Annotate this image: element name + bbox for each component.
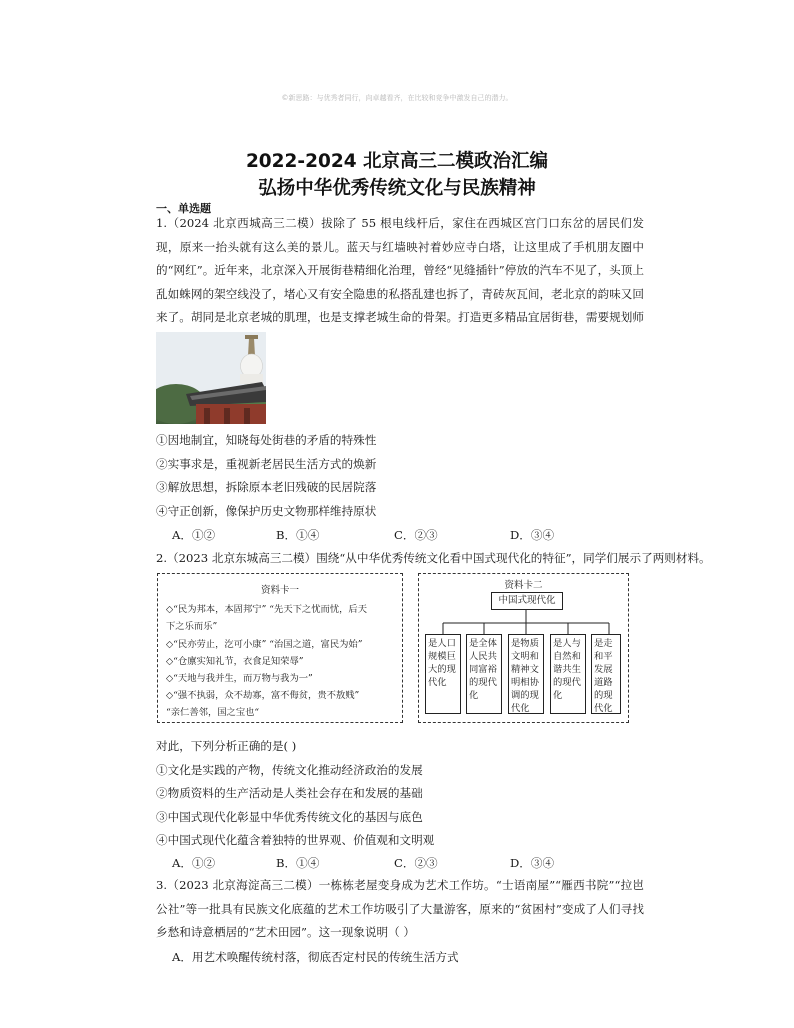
material-card-1-line: ◇“民为邦本，本固邦宁” “先天下之忧而忧，后天 (166, 604, 368, 615)
material-card-1-line: ◇“仓廪实知礼节，衣食足知荣辱” (166, 656, 304, 667)
question-1-choice-c[interactable]: C．②③ (394, 528, 438, 542)
document-title: 2022-2024 北京高三二模政治汇编 (245, 151, 549, 172)
question-2-option-1: ①文化是实践的产物，传统文化推动经济政治的发展 (156, 763, 423, 777)
diagram-child-node: 是全体人民共同富裕的现代化 (466, 634, 502, 714)
question-1-option-3: ③解放思想，拆除原本老旧残破的民居院落 (156, 480, 377, 494)
question-2-choice-c[interactable]: C．②③ (394, 856, 438, 870)
material-card-2-title: 资料卡二 (504, 580, 543, 591)
pagoda-photo (156, 332, 266, 424)
question-2-choice-b[interactable]: B．①④ (276, 856, 320, 870)
watermark: ©新思路：与优秀者同行，向卓越看齐，在比较和竞争中激发自己的潜力。 (281, 94, 513, 102)
material-card-1-line: ◇“天地与我并生，而万物与我为一” (166, 673, 313, 684)
material-card-2 (418, 573, 629, 723)
question-3-option-a[interactable]: A．用艺术唤醒传统村落，彻底否定村民的传统生活方式 (172, 950, 459, 964)
diagram-child-node: 是物质文明和精神文明相协调的现代化 (508, 634, 544, 714)
pagoda-illustration (156, 332, 266, 424)
material-card-1-line: ◇“强不执弱，众不劫寡，富不侮贫，贵不敖贱” (166, 690, 360, 701)
diagram-root-node: 中国式现代化 (491, 592, 563, 610)
question-2-prompt: 对此，下列分析正确的是( ) (156, 739, 297, 753)
diagram-child-node: 是人与自然和谐共生的现代化 (550, 634, 586, 714)
question-1-option-1: ①因地制宜，知晓每处街巷的矛盾的特殊性 (156, 433, 377, 447)
question-2-stem: 2.（2023 北京东城高三二模）围绕“从中华优秀传统文化看中国式现代化的特征”，同学们展示了两则材料。 (156, 551, 711, 565)
question-2-choice-d[interactable]: D．③④ (510, 856, 555, 870)
question-1-stem: 1.（2024 北京西城高三二模）拔除了 55 根电线杆后，家住在西城区宫门口东岔的居民们发现，原来一抬头就有这么美的景儿。蓝天与红墙映衬着妙应寺白塔，让这里成了手机朋友圈中的“网红”。近年来，北京深入开展街巷精细化治理，曾经“见缝插针”停放的汽车不见了，头顶上乱如蛛网的架空线没了，堵心又有安全隐患的私搭乱建也拆了，青砖灰瓦间，老北京的韵味又回来了。胡同是北京老城的肌理，也是支撑老城生命的骨架。打造更多精品宜居街巷，需要规划师 (156, 216, 644, 325)
material-card-1-title: 资料卡一 (260, 585, 299, 596)
material-card-1-line: 下之乐而乐” (166, 621, 218, 632)
diagram-child-node: 是人口规模巨大的现代化 (425, 634, 461, 714)
question-1-option-4: ④守正创新，像保护历史文物那样维持原状 (156, 504, 377, 518)
question-1-choice-b[interactable]: B．①④ (276, 528, 320, 542)
question-2-option-4: ④中国式现代化蕴含着独特的世界观、价值观和文明观 (156, 833, 435, 847)
question-3-stem: 3.（2023 北京海淀高三二模）一栋栋老屋变身成为艺术工作坊。“士语南屋”“雁西书院”“拉岜公社”等一批具有民族文化底蕴的艺术工作坊吸引了大量游客，原来的“贫困村”变成了人们寻找乡愁和诗意栖居的“艺术田园”。这一现象说明（ ） (156, 878, 644, 940)
section-heading: 一、单选题 (156, 202, 211, 215)
material-card-1-line: “亲仁善邻，国之宝也“ (166, 707, 260, 718)
material-card-1-line: ◇“民亦劳止，汔可小康” “治国之道，富民为始” (166, 639, 363, 650)
diagram-child-node: 是走和平发展道路的现代化 (591, 634, 621, 714)
question-1-option-2: ②实事求是，重视新老居民生活方式的焕新 (156, 457, 377, 471)
question-2-option-2: ②物质资料的生产活动是人类社会存在和发展的基础 (156, 786, 423, 800)
question-1-choice-d[interactable]: D．③④ (510, 528, 555, 542)
question-1-choice-a[interactable]: A．①② (172, 528, 216, 542)
question-2-option-3: ③中国式现代化彰显中华优秀传统文化的基因与底色 (156, 810, 423, 824)
document-subtitle: 弘扬中华优秀传统文化与民族精神 (258, 178, 536, 199)
question-2-choice-a[interactable]: A．①② (172, 856, 216, 870)
material-card-1 (157, 573, 403, 723)
